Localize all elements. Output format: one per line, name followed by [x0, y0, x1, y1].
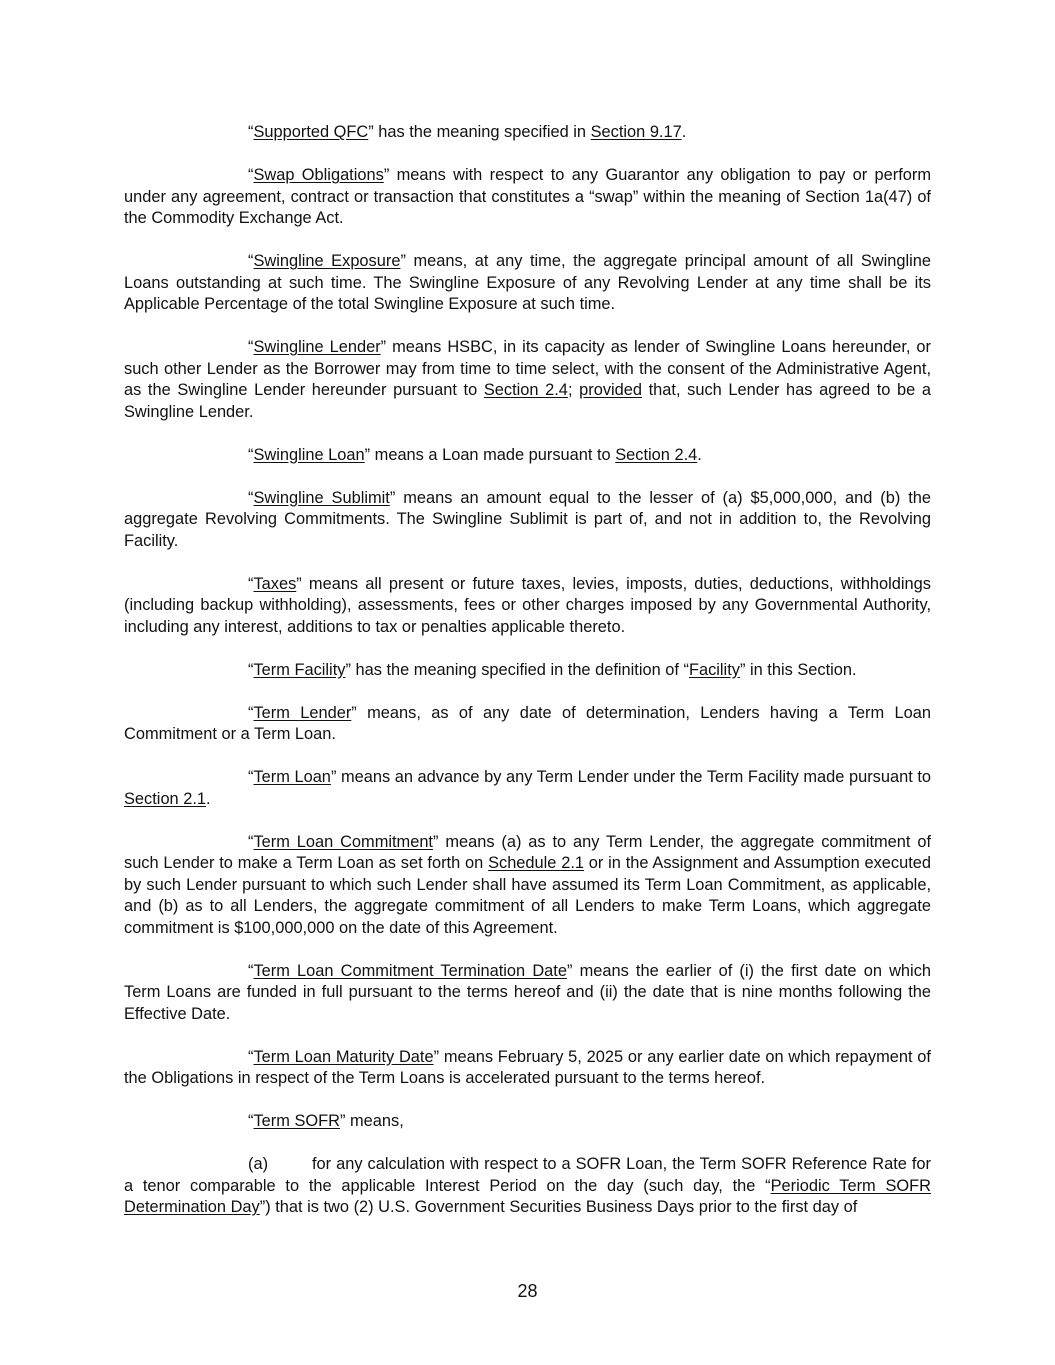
definition-term-loan: “Term Loan” means an advance by any Term Lender under the Term Facility made pursuant to Section 2.1. [124, 768, 931, 808]
definition-swingline-sublimit: “Swingline Sublimit” means an amount equal to the lesser of (a) $5,000,000, and (b) the aggregate Revolving Commitments. The Swingline Sublimit is part of, and not in addition to, the Revolving Facility. [124, 488, 931, 550]
definition-term-loan-commitment-termination-date: “Term Loan Commitment Termination Date” means the earlier of (i) the first date on which Term Loans are funded in full pursuant to the terms hereof and (ii) the date that is nine months following the Effective Date. [124, 961, 932, 1023]
definition-supported-qfc: “Supported QFC” has the meaning specified in Section 9.17. [248, 123, 687, 141]
definition-swingline-loan: “Swingline Loan” means a Loan made pursuant to Section 2.4. [248, 445, 702, 464]
defined-term: Term SOFR [253, 1112, 340, 1130]
defined-term: Taxes [253, 574, 297, 593]
section-reference: Section 2.4 [615, 445, 698, 464]
defined-term: Swap Obligations [253, 166, 384, 184]
schedule-reference: Schedule 2.1 [488, 854, 584, 872]
definition-term-loan-maturity-date: “Term Loan Maturity Date” means February 5, 2025 or any earlier date on which repayment of the Obligations in respect of the Term Loans is accelerated pursuant to the terms hereof. [124, 1047, 931, 1087]
defined-term: Term Facility [253, 660, 346, 679]
term-reference: Facility [688, 660, 740, 679]
defined-term: Term Loan Maturity Date [253, 1047, 434, 1066]
definition-term-lender: “Term Lender” means, as of any date of determination, Lenders having a Term Loan Commitment or a Term Loan. [124, 703, 931, 743]
definition-term-sofr: “Term SOFR” means, [248, 1112, 404, 1130]
defined-term: Swingline Lender [253, 338, 381, 356]
definition-taxes: “Taxes” means all present or future taxes, levies, imposts, duties, deductions, withholdings (including backup withholding), assessments, fees or other charges imposed by any Governmental Authority, including any interest, additions to tax or penalties applicable thereto. [124, 574, 931, 636]
subclause-a: (a) for any calculation with respect to a SOFR Loan, the Term SOFR Reference Rate for a tenor comparable to the applicable Interest Period on the day (such day, the “Periodic Term SOFR Determination Day”) that is two (2) U.S. Government Securities Business Days prior to the first day of [124, 1155, 932, 1216]
definition-swap-obligations: “Swap Obligations” means with respect to any Guarantor any obligation to pay or perform under any agreement, contract or transaction that constitutes a “swap” within the meaning of Section 1a(47) of the Commodity Exchange Act. [124, 166, 931, 227]
defined-term: Swingline Loan [253, 445, 365, 464]
subclause-label: (a) [248, 1155, 269, 1173]
defined-term: Term Loan [253, 768, 331, 786]
defined-term: Swingline Exposure [253, 252, 401, 270]
document-page [124, 122, 931, 1240]
defined-term: Term Loan Commitment Termination Date [253, 961, 567, 980]
defined-term: Term Lender [253, 703, 352, 722]
defined-term: Term Loan Commitment [253, 832, 433, 851]
definition-swingline-exposure: “Swingline Exposure” means, at any time, the aggregate principal amount of all Swingline Loans outstanding at such time. The Swingline Exposure of any Revolving Lender at any time shall be its Applicable Percentage of the total Swingline Exposure at such time. [124, 252, 931, 313]
defined-term: Supported QFC [253, 123, 369, 141]
section-reference: Section 9.17 [590, 123, 682, 141]
section-reference: Section 2.4 [483, 381, 568, 399]
proviso-term: provided [579, 381, 642, 399]
defined-term: Swingline Sublimit [253, 488, 390, 507]
section-reference: Section 2.1 [124, 789, 207, 808]
definition-swingline-lender: “Swingline Lender” means HSBC, in its capacity as lender of Swingline Loans hereunder, or such other Lender as the Borrower may from time to time select, with the consent of the Administrative Agent, as the Swingline Lender hereunder pursuant to Section 2.4; provided that, such Lender has agreed to be a Swingline Lender. [124, 338, 932, 421]
page-number: 28 [517, 1281, 538, 1301]
definition-term-loan-commitment: “Term Loan Commitment” means (a) as to any Term Lender, the aggregate commitment of such Lender to make a Term Loan as set forth on Schedule 2.1 or in the Assignment and Assumption executed by such Lender pursuant to which such Lender shall have assumed its Term Loan Commitment, as applicable, and (b) as to all Lenders, the aggregate commitment of all Lenders to make Term Loans, which aggregate commitment is $100,000,000 on the date of this Agreement. [124, 832, 932, 937]
definition-term-facility: “Term Facility” has the meaning specified in the definition of “Facility” in this Section. [248, 660, 857, 679]
defined-term: Periodic Term SOFR Determination Day [124, 1176, 932, 1216]
